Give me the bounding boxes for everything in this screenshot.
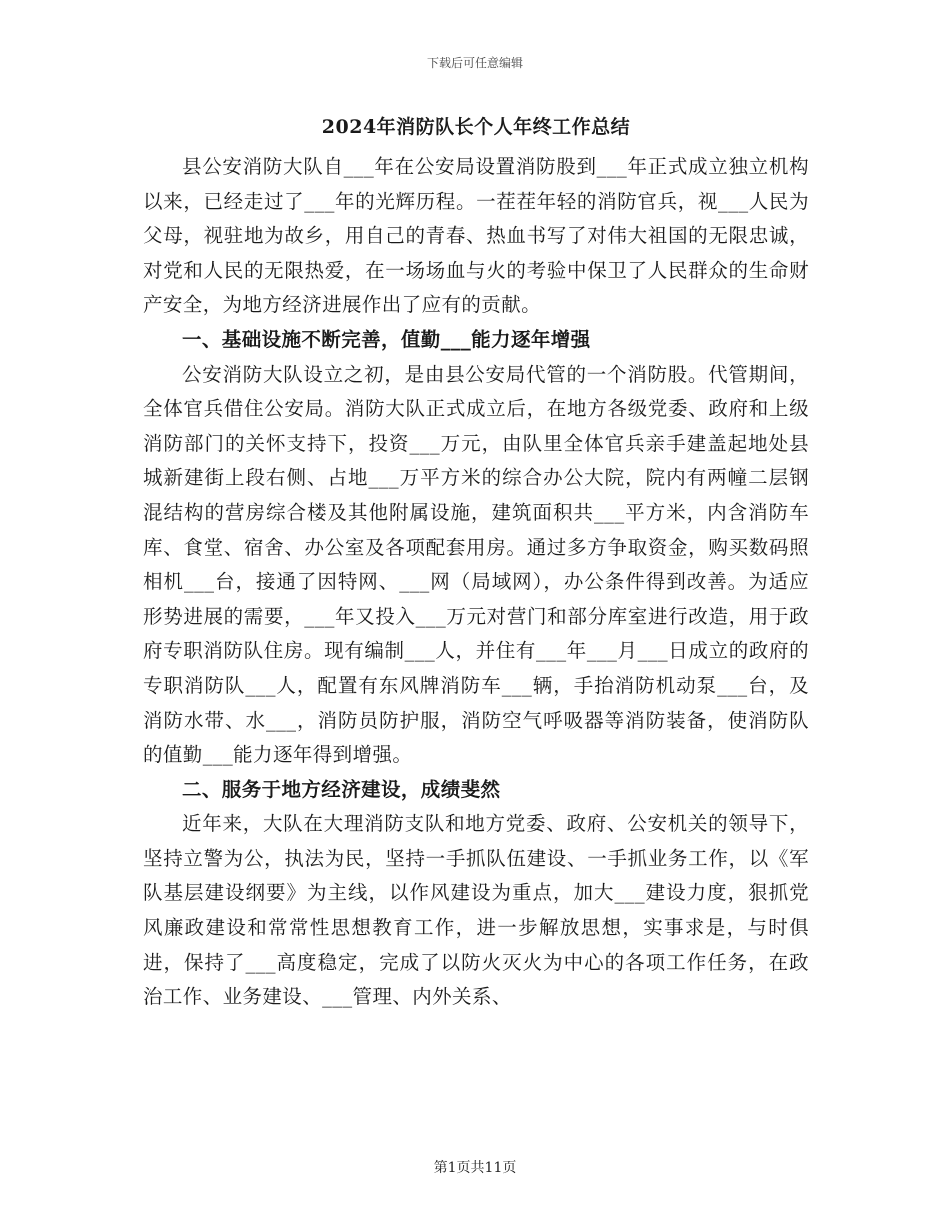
paragraph-intro: 县公安消防大队自___年在公安局设置消防股到___年正式成立独立机构以来，已经走过了___年的光辉历程。一茬茬年轻的消防官兵，视___人民为父母，视驻地为故乡，用自己的青春、热血书写了对伟大祖国的无限忠诚，对党和人民的无限热爱，在一场场血与火的考验中保卫了人民群众的生命财产安全，为地方经济进展作出了应有的贡献。: [143, 155, 809, 317]
paragraph-section-2: 近年来，大队在大理消防支队和地方党委、政府、公安机关的领导下，坚持立警为公，执法为民，坚持一手抓队伍建设、一手抓业务工作，以《军队基层建设纲要》为主线，以作风建设为重点，加大___建设力度，狠抓党风廉政建设和常常性思想教育工作，进一步解放思想，实事求是，与时俱进，保持了___高度稳定，完成了以防火灭火为中心的各项工作任务，在政治工作、业务建设、___管理、内外关系、: [143, 812, 809, 1009]
page-footer: 第1页共11页: [433, 1160, 517, 1176]
document-body: [143, 112, 809, 1015]
section-heading-1: 一、基础设施不断完善，值勤___能力逐年增强: [182, 327, 591, 351]
header-note: 下载后可任意编辑: [426, 56, 523, 70]
document-title: 2024年消防队长个人年终工作总结: [321, 116, 631, 138]
section-heading-2: 二、服务于地方经济建设，成绩斐然: [182, 777, 501, 801]
paragraph-section-1: 公安消防大队设立之初，是由县公安局代管的一个消防股。代管期间，全体官兵借住公安局。消防大队正式成立后，在地方各级党委、政府和上级消防部门的关怀支持下，投资___万元，由队里全体官兵亲手建盖起地处县城新建街上段右侧、占地___万平方米的综合办公大院，院内有两幢二层钢混结构的营房综合楼及其他附属设施，建筑面积共___平方米，内含消防车库、食堂、宿舍、办公室及各项配套用房。通过多方争取资金，购买数码照相机___台，接通了因特网、___网（局域网），办公条件得到改善。为适应形势进展的需要，___年又投入___万元对营门和部分库室进行改造，用于政府专职消防队住房。现有编制___人，并住有___年___月___日成立的政府的专职消防队___人，配置有东风牌消防车___辆，手抬消防机动泵___台，及消防水带、水___，消防员防护服，消防空气呼吸器等消防装备，使消防队的值勤___能力逐年得到增强。: [143, 362, 809, 767]
